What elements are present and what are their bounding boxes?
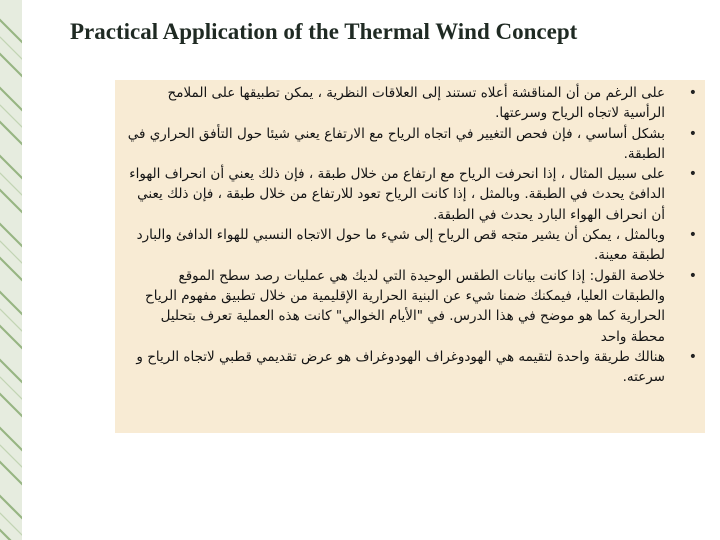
bullet-text: بشكل أساسي ، فإن فحص التغيير في اتجاه الرياح مع الارتفاع يعني شيئا حول التأفق الحراري في الطبقة.	[127, 125, 665, 162]
decorative-stripe	[0, 0, 22, 540]
bullet-dot-icon: •	[688, 227, 697, 244]
bullet-item	[125, 83, 695, 124]
bullet-text: وبالمثل ، يمكن أن يشير متجه قص الرياح إلى شيء ما حول الاتجاه النسبي للهواء الدافئ والبارد لطبقة معينة.	[136, 227, 665, 264]
bullet-dot-icon: •	[688, 267, 697, 284]
bullet-dot-icon: •	[688, 125, 697, 142]
slide-title: Practical Application of the Thermal Wind Concept	[70, 19, 578, 44]
bullet-item	[125, 225, 695, 266]
stripe-pattern-graphic	[0, 0, 22, 540]
bullet-item	[125, 164, 695, 225]
bullet-text: على سبيل المثال ، إذا انحرفت الرياح مع ارتفاع من خلال طبقة ، فإن ذلك يعني أن انحراف الهواء الدافئ يحدث في الطبقة. وبالمثل ، إذا كانت الرياح تعود للارتفاع من خلال طبقة ، فإن ذلك يعني أن انحراف الهواء البارد يحدث في الطبقة.	[129, 166, 665, 223]
bullet-list	[125, 83, 695, 387]
bullet-text: على الرغم من أن المناقشة أعلاه تستند إلى العلاقات النظرية ، يمكن تطبيقها على الملامح الرأسية لاتجاه الرياح وسرعتها.	[167, 85, 665, 122]
bullet-dot-icon: •	[688, 348, 697, 365]
content-box	[115, 80, 705, 433]
bullet-item	[125, 347, 695, 388]
bullet-text: هنالك طريقة واحدة لتقيمه هي الهودوغراف الهودوغراف هو عرض تقديمي قطبي لاتجاه الرياح و سرعته.	[136, 348, 665, 386]
bullet-dot-icon: •	[688, 166, 697, 183]
bullet-text: خلاصة القول: إذا كانت بيانات الطقس الوحيدة التي لديك هي عمليات رصد سطح الموقع والطبقات العليا، فيمكنك ضمنا شيء عن البنية الحرارية الإقليمية من خلال تطبيق مفهوم الرياح الحرارية كما هو موضح في هذا الدرس. في "الأيام الخوالي" كانت هذه العملية تعرف بتحليل محطة واحد	[145, 267, 665, 345]
bullet-item	[125, 266, 695, 347]
bullet-dot-icon: •	[688, 85, 697, 101]
bullet-item	[125, 124, 695, 165]
